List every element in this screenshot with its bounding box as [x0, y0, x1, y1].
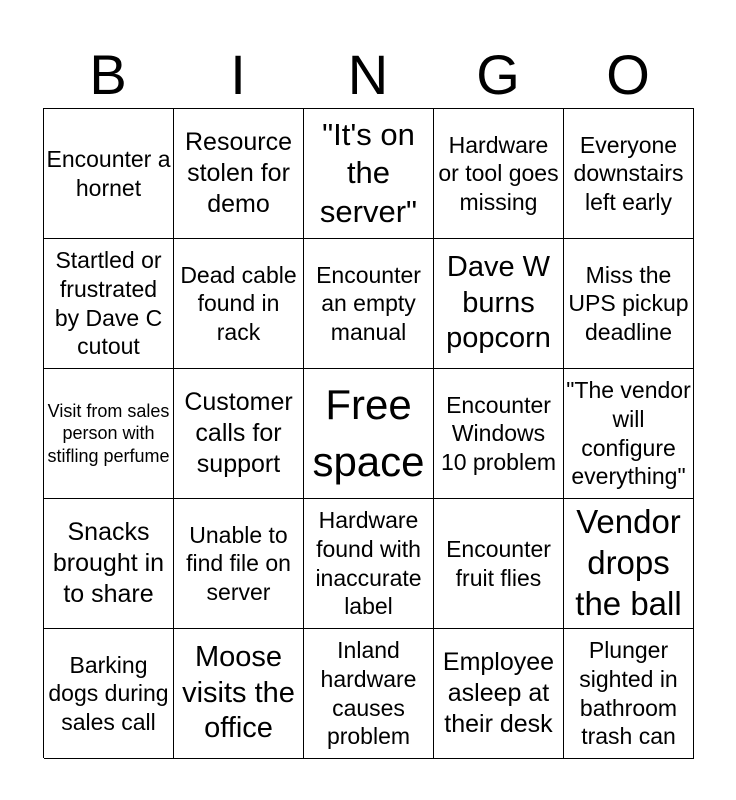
- cell-text: Dave W burns popcorn: [446, 250, 551, 355]
- bingo-cell-r2-c2[interactable]: [174, 239, 304, 369]
- bingo-cell-r1-c4[interactable]: [434, 109, 564, 239]
- bingo-cell-r4-c5[interactable]: [564, 499, 694, 629]
- bingo-cell-r1-c2[interactable]: [174, 109, 304, 239]
- cell-text: Encounter an empty manual: [316, 261, 421, 345]
- cell-text: Inland hardware causes problem: [320, 637, 417, 750]
- cell-text: Visit from sales person with stifling perfume: [47, 401, 170, 466]
- cell-text: Hardware found with inaccurate label: [315, 507, 422, 620]
- bingo-header: [43, 44, 693, 106]
- cell-text: Encounter fruit flies: [446, 535, 551, 591]
- bingo-cell-r4-c3[interactable]: [304, 499, 434, 629]
- header-letter-n: N: [347, 43, 389, 106]
- bingo-cell-free-space[interactable]: [304, 369, 434, 499]
- bingo-cell-r5-c5[interactable]: [564, 629, 694, 759]
- cell-text: Snacks brought in to share: [52, 518, 165, 608]
- bingo-cell-r4-c1[interactable]: [44, 499, 174, 629]
- bingo-cell-r5-c1[interactable]: [44, 629, 174, 759]
- cell-text: Everyone downstairs left early: [573, 131, 684, 215]
- cell-text: Resource stolen for demo: [185, 128, 292, 218]
- cell-text: "It's on the server": [319, 116, 418, 229]
- bingo-cell-r4-c4[interactable]: [434, 499, 564, 629]
- cell-text: Vendor drops the ball: [575, 503, 682, 622]
- bingo-cell-r3-c1[interactable]: [44, 369, 174, 499]
- bingo-cell-r4-c2[interactable]: [174, 499, 304, 629]
- free-space-text: Free space: [312, 380, 425, 485]
- bingo-cell-r5-c2[interactable]: [174, 629, 304, 759]
- cell-text: Encounter Windows 10 problem: [440, 391, 557, 475]
- cell-text: Unable to find file on server: [186, 521, 291, 605]
- cell-text: Plunger sighted in bathroom trash can: [579, 637, 678, 750]
- cell-text: Miss the UPS pickup deadline: [568, 261, 689, 345]
- bingo-cell-r3-c5[interactable]: [564, 369, 694, 499]
- bingo-cell-r2-c1[interactable]: [44, 239, 174, 369]
- bingo-cell-r5-c4[interactable]: [434, 629, 564, 759]
- bingo-board: [43, 108, 694, 758]
- bingo-cell-r5-c3[interactable]: [304, 629, 434, 759]
- header-letter-b: B: [89, 43, 127, 106]
- cell-text: Hardware or tool goes missing: [438, 131, 559, 215]
- header-letter-o: O: [606, 43, 650, 106]
- cell-text: Encounter a hornet: [46, 145, 171, 201]
- cell-text: Employee asleep at their desk: [442, 648, 555, 738]
- header-letter-i: I: [230, 43, 246, 106]
- cell-text: Dead cable found in rack: [180, 261, 297, 345]
- cell-text: "The vendor will configure everything": [566, 377, 691, 490]
- bingo-cell-r2-c5[interactable]: [564, 239, 694, 369]
- cell-text: Barking dogs during sales call: [48, 651, 169, 735]
- bingo-cell-r3-c2[interactable]: [174, 369, 304, 499]
- header-letter-g: G: [476, 43, 520, 106]
- cell-text: Moose visits the office: [182, 640, 295, 745]
- bingo-cell-r2-c3[interactable]: [304, 239, 434, 369]
- bingo-cell-r1-c3[interactable]: [304, 109, 434, 239]
- cell-text: Customer calls for support: [184, 388, 293, 478]
- bingo-cell-r1-c5[interactable]: [564, 109, 694, 239]
- bingo-cell-r3-c4[interactable]: [434, 369, 564, 499]
- bingo-cell-r1-c1[interactable]: [44, 109, 174, 239]
- bingo-cell-r2-c4[interactable]: [434, 239, 564, 369]
- cell-text: Startled or frustrated by Dave C cutout: [54, 247, 163, 360]
